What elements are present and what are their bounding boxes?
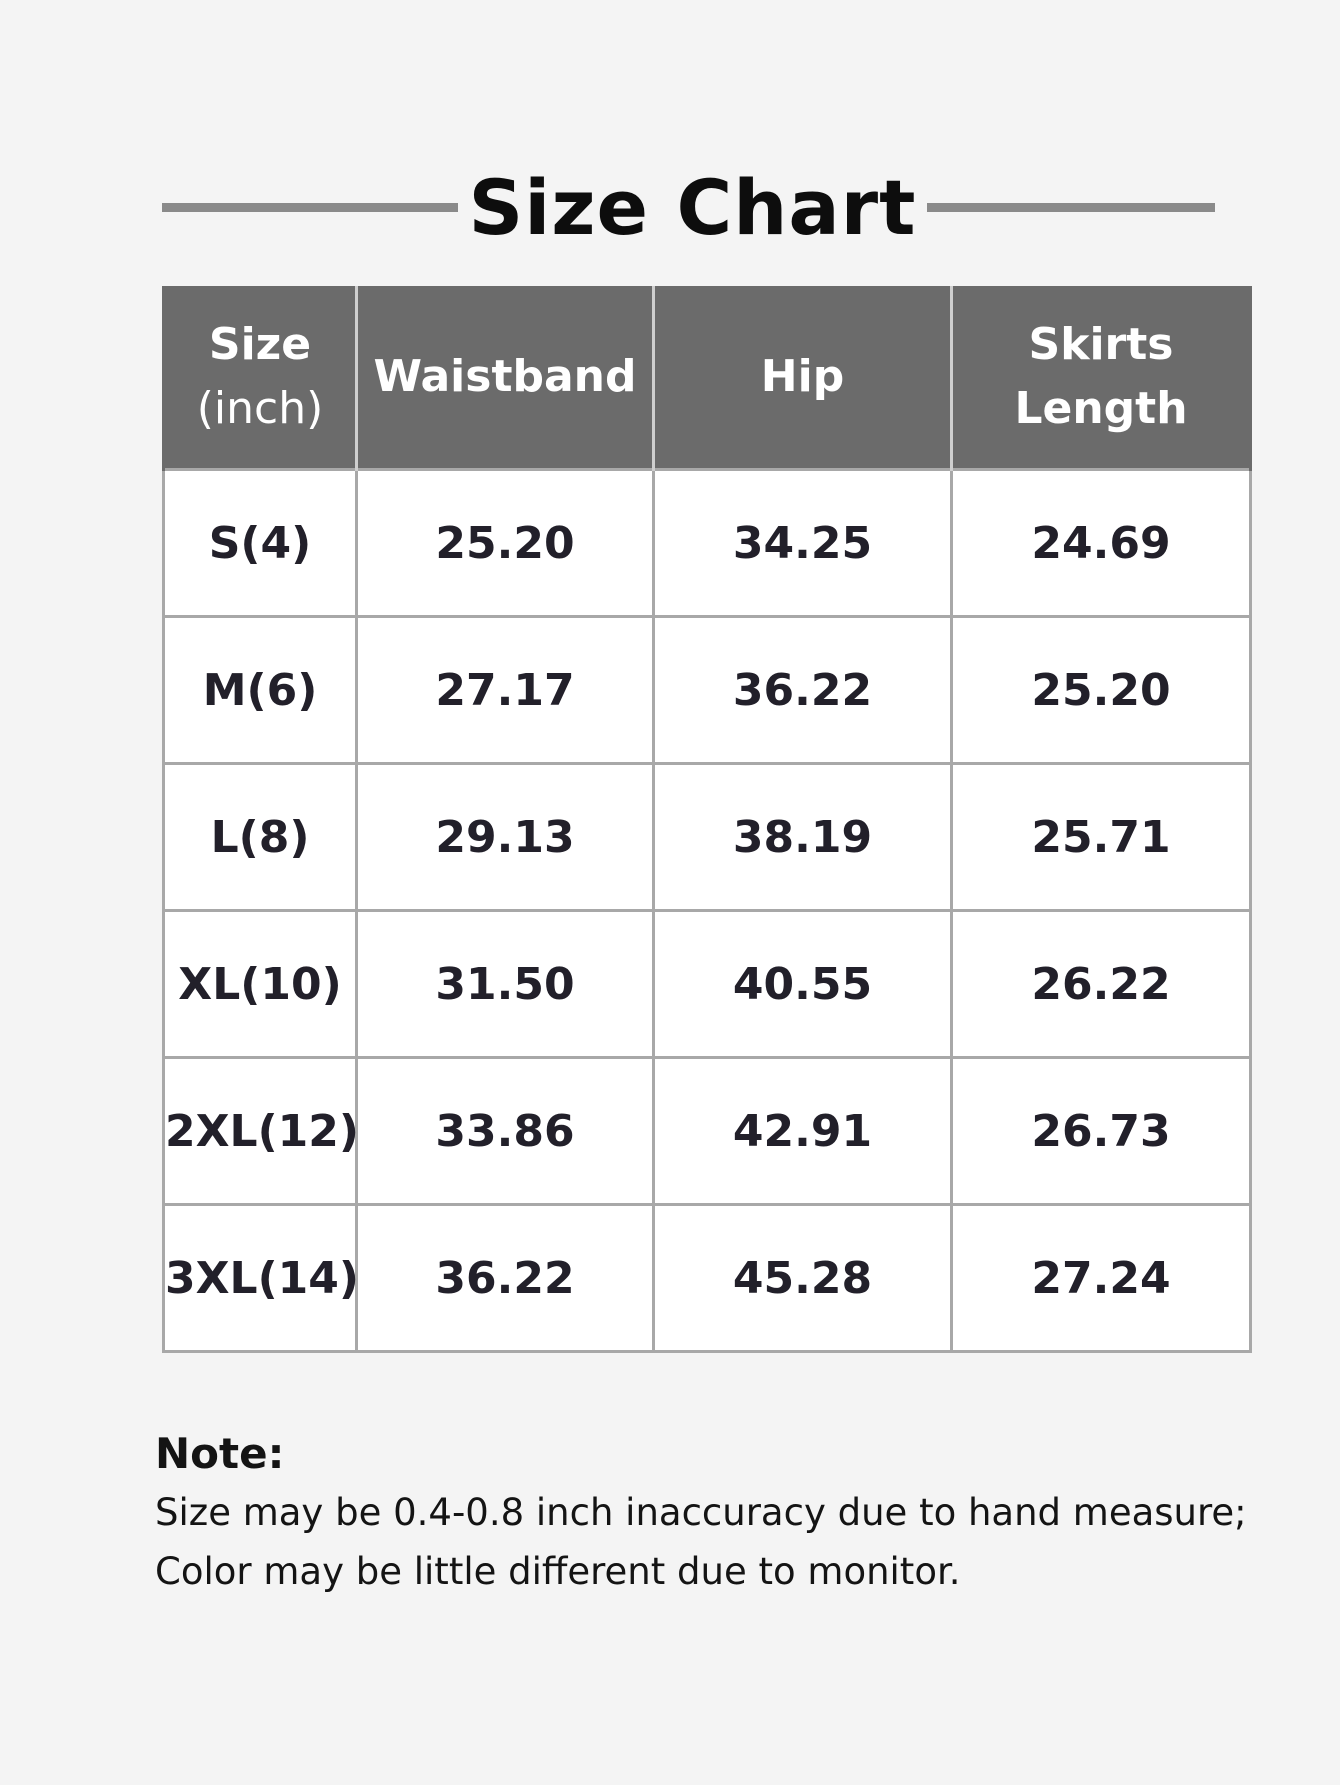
cell-waistband: 31.50: [357, 911, 654, 1058]
cell-size: XL(10): [164, 911, 357, 1058]
cell-waistband: 27.17: [357, 617, 654, 764]
cell-hip: 42.91: [654, 1058, 952, 1205]
title-section: [0, 150, 1340, 265]
cell-size: 3XL(14): [164, 1205, 357, 1352]
note-line-color: Color may be little different due to monitor.: [155, 1550, 961, 1593]
header-size: [164, 286, 357, 470]
table-row: [164, 911, 1251, 1058]
page-title: Size Chart: [468, 163, 917, 252]
header-waistband: [357, 286, 654, 470]
size-table: [162, 286, 1252, 1353]
table-row: [164, 617, 1251, 764]
cell-hip: 36.22: [654, 617, 952, 764]
cell-hip: 40.55: [654, 911, 952, 1058]
cell-skirts-length: 27.24: [952, 1205, 1251, 1352]
header-length-label: Length: [1014, 383, 1188, 434]
cell-skirts-length: 26.22: [952, 911, 1251, 1058]
header-skirts-length: [952, 286, 1251, 470]
title-rule-right: [927, 203, 1215, 212]
header-size-label: Size: [208, 319, 312, 370]
cell-waistband: 33.86: [357, 1058, 654, 1205]
table-row: [164, 470, 1251, 617]
cell-hip: 34.25: [654, 470, 952, 617]
header-size-unit: (inch): [196, 383, 324, 434]
table-row: [164, 1058, 1251, 1205]
title-rule-left: [162, 203, 458, 212]
note-title: Note:: [155, 1429, 285, 1478]
cell-size: S(4): [164, 470, 357, 617]
cell-skirts-length: 25.20: [952, 617, 1251, 764]
table-header-row: [164, 286, 1251, 470]
cell-skirts-length: 26.73: [952, 1058, 1251, 1205]
header-skirts-label: Skirts: [1028, 319, 1174, 370]
cell-hip: 45.28: [654, 1205, 952, 1352]
table-row: [164, 1205, 1251, 1352]
cell-waistband: 36.22: [357, 1205, 654, 1352]
cell-size: L(8): [164, 764, 357, 911]
note-section: [155, 1425, 1305, 1601]
cell-size: 2XL(12): [164, 1058, 357, 1205]
header-hip-label: Hip: [760, 351, 845, 402]
table-row: [164, 764, 1251, 911]
header-hip: [654, 286, 952, 470]
cell-skirts-length: 24.69: [952, 470, 1251, 617]
cell-skirts-length: 25.71: [952, 764, 1251, 911]
cell-waistband: 25.20: [357, 470, 654, 617]
cell-hip: 38.19: [654, 764, 952, 911]
note-line-accuracy: Size may be 0.4-0.8 inch inaccuracy due to hand measure;: [155, 1491, 1247, 1534]
cell-waistband: 29.13: [357, 764, 654, 911]
cell-size: M(6): [164, 617, 357, 764]
header-waistband-label: Waistband: [373, 351, 637, 402]
